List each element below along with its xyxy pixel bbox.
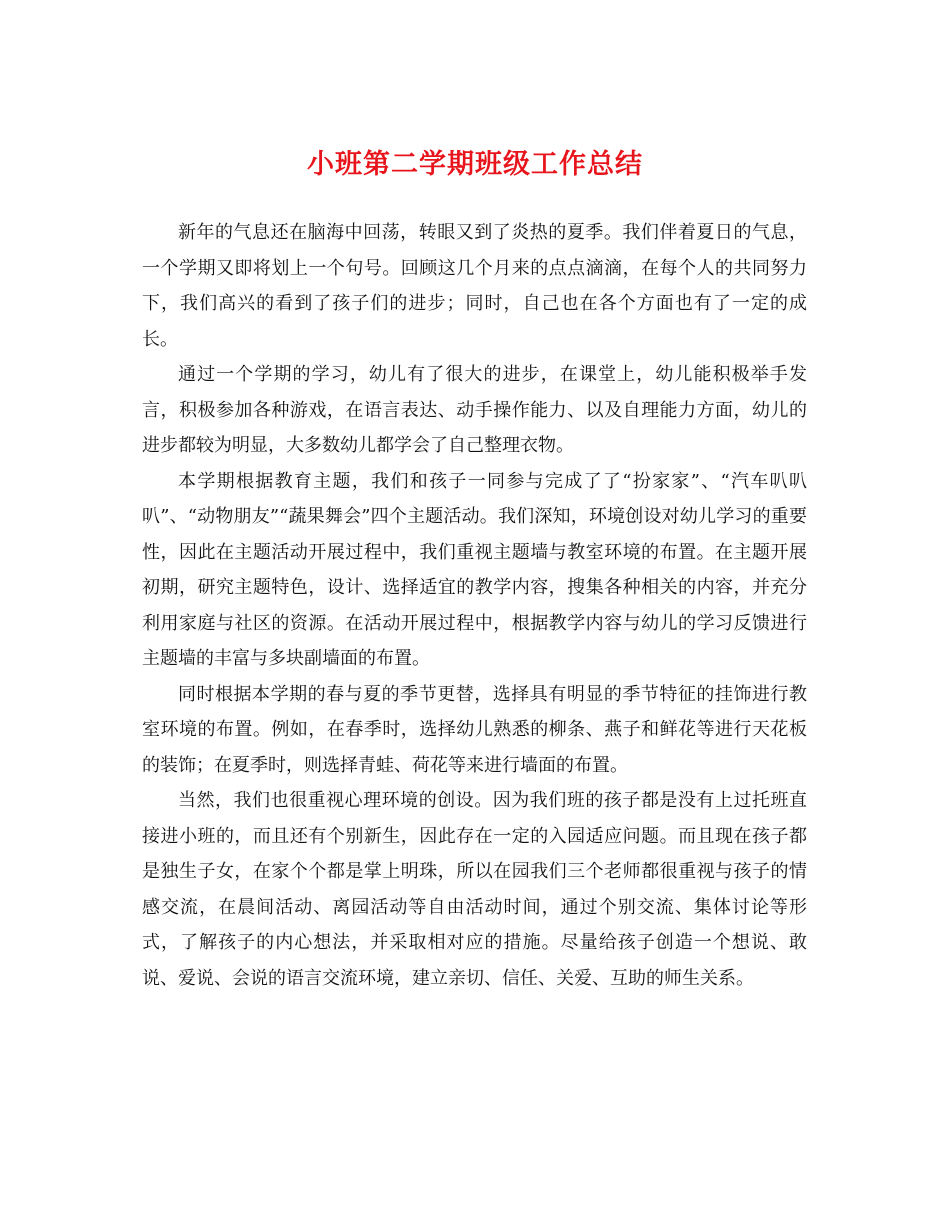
paragraph-3: 本学期根据教育主题，我们和孩子一同参与完成了了“扮家家”、“汽车叭叭叭”、“动物朋友”“蔬果舞会”四个主题活动。我们深知，环境创设对幼儿学习的重要性，因此在主题活动开展过程中，我们重视主题墙与教室环境的布置。在主题开展初期，研究主题特色，设计、选择适宜的教学内容，搜集各种相关的内容，并充分利用家庭与社区的资源。在活动开展过程中，根据教学内容与幼儿的学习反馈进行主题墙的丰富与多块副墙面的布置。	[142, 470, 807, 669]
document-title: 小班第二学期班级工作总结	[307, 149, 643, 180]
paragraph-2: 通过一个学期的学习，幼儿有了很大的进步，在课堂上，幼儿能积极举手发言，积极参加各种游戏，在语言表达、动手操作能力、以及自理能力方面，幼儿的进步都较为明显，大多数幼儿都学会了自己整理衣物。	[142, 364, 807, 456]
paragraph-1: 新年的气息还在脑海中回荡，转眼又到了炎热的夏季。我们伴着夏日的气息，一个学期又即将划上一个句号。回顾这几个月来的点点滴滴，在每个人的共同努力下，我们高兴的看到了孩子们的进步；同时，自己也在各个方面也有了一定的成长。	[142, 222, 807, 350]
paragraph-5: 当然，我们也很重视心理环境的创设。因为我们班的孩子都是没有上过托班直接进小班的，而且还有个别新生，因此存在一定的入园适应问题。而且现在孩子都是独生子女，在家个个都是掌上明珠，所以在园我们三个老师都很重视与孩子的情感交流，在晨间活动、离园活动等自由活动时间，通过个别交流、集体讨论等形式，了解孩子的内心想法，并采取相对应的措施。尽量给孩子创造一个想说、敢说、爱说、会说的语言交流环境，建立亲切、信任、关爱、互助的师生关系。	[142, 790, 807, 989]
document-body	[142, 215, 807, 996]
paragraph-4: 同时根据本学期的春与夏的季节更替，选择具有明显的季节特征的挂饰进行教室环境的布置。例如，在春季时，选择幼儿熟悉的柳条、燕子和鲜花等进行天花板的装饰；在夏季时，则选择青蛙、荷花等来进行墙面的布置。	[142, 683, 807, 776]
